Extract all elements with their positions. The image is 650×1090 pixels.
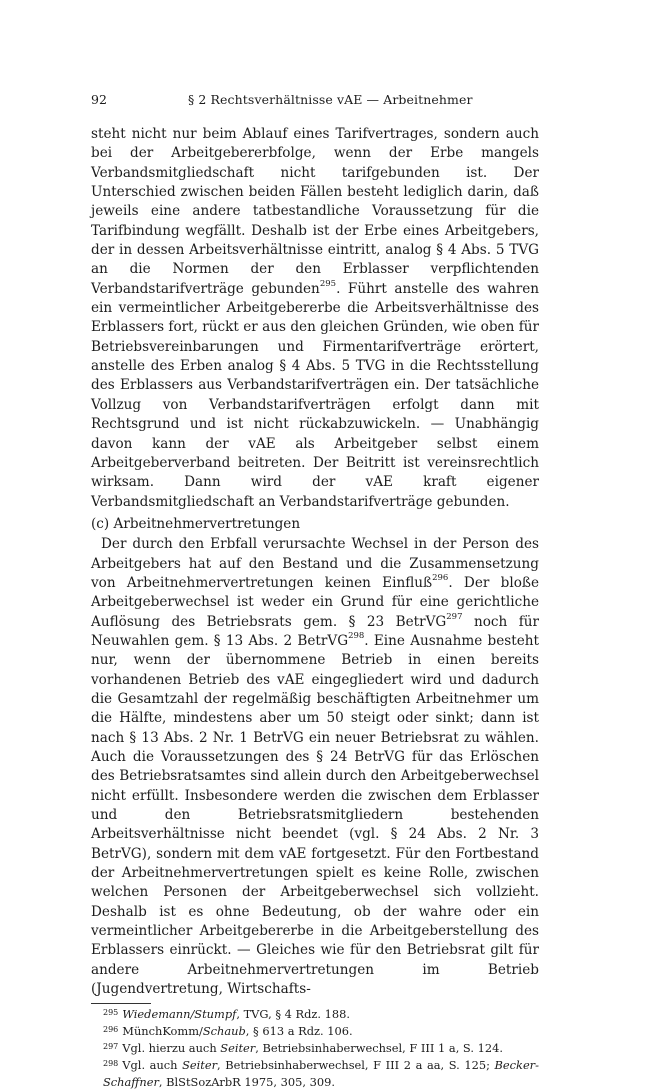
main-text — [91, 125, 539, 999]
footnote-296: $^{296}$ MünchKomm/Schaub, § 613 a Rdz. 106. — [103, 1024, 353, 1039]
page-header — [91, 92, 539, 112]
footnote-297: $^{297}$ Vgl. hierzu auch Seiter, Betriebsinhaberwechsel, F III 1 a, S. 124. — [103, 1041, 503, 1056]
paragraph-2: Der durch den Erbfall verursachte Wechsel in der Person des Arbeitgebers hat auf den Bestand und die Zusammensetzung von Arbeitnehmervertretungen keinen Einfluß$^{296}$. Der bloße Arbeitgeberwechsel ist weder ein Grund für eine gerichtliche Auflösung des Betriebsrats gem. § 23 BetrVG$^{297}$ noch für Neuwahlen gem. § 13 Abs. 2 BetrVG$^{298}$. Eine Ausnahme besteht nur, wenn der übernommene Betrieb in einen bereits vorhandenen Betrieb des vAE eingegliedert wird und dadurch die Gesamtzahl der regelmäßig beschäftigten Arbeitnehmer um die Hälfte, mindestens aber um 50 steigt oder sinkt; dann ist nach § 13 Abs. 2 Nr. 1 BetrVG ein neuer Betriebsrat zu wählen. Auch die Voraussetzungen des § 24 BetrVG für das Erlöschen des Betriebsratsamtes sind allein durch den Arbeitgeberwechsel nicht erfüllt. Insbesondere werden die zwischen dem Erblasser und den Betriebsratsmitgliedern bestehenden Arbeitsverhältnisse nicht beendet (vgl. § 24 Abs. 2 Nr. 3 BetrVG), sondern mit dem vAE fortgesetzt. Für den Fortbestand der Arbeitnehmervertretungen spielt es keine Rolle, zwischen welchen Personen der Arbeitgeberwechsel sich vollzieht. Deshalb ist es ohne Bedeutung, ob der wahre oder ein vermeintlicher Arbeitgebererbe in die Arbeitgeberstellung des Erblassers einrückt. — Gleiches wie für den Betriebsrat gilt für andere Arbeitnehmervertretungen im Betrieb (Jugendvertretung, Wirtschafts- — [91, 536, 540, 998]
footnote-ref-295[interactable]: 295 — [319, 279, 337, 290]
footnote-ref-297[interactable]: 297 — [446, 612, 463, 623]
footnotes — [91, 1007, 539, 1090]
footnote-ref-296[interactable]: 296 — [432, 573, 449, 584]
page-number: 92 — [91, 92, 107, 107]
footnote-ref-298[interactable]: 298 — [348, 631, 365, 642]
running-title: § 2 Rechtsverhältnisse vAE — Arbeitnehmer — [188, 92, 473, 107]
footnote-divider — [91, 1003, 151, 1004]
paragraph-1: steht nicht nur beim Ablauf eines Tarifvertrages, sondern auch bei der Arbeitgebererbfolge, wenn der Erbe mangels Verbandsmitgliedschaft nicht tarifgebunden ist. Der Unterschied zwischen beiden Fällen besteht lediglich darin, daß jeweils eine andere tatbestandliche Voraussetzung für die Tarifbindung wegfällt. Deshalb ist der Erbe eines Arbeitgebers, der in dessen Arbeitsverhältnisse eintritt, analog § 4 Abs. 5 TVG an die Normen der den Erblasser verpflichtenden Verbandstarifverträge gebunden$^{295}$. Führt anstelle des wahren ein vermeintlicher Arbeitgebererbe die Arbeitsverhältnisse des Erblassers fort, rückt er aus den gleichen Gründen, wie oben für Betriebsvereinbarungen und Firmentarifverträge erörtert, anstelle des Erben analog § 4 Abs. 5 TVG in die Rechtsstellung des Erblassers aus Verbandstarifverträgen ein. Der tatsächliche Vollzug von Verbandstarifverträgen erfolgt dann mit Rechtsgrund und ist nicht rückabzuwickeln. — Unabhängig davon kann der vAE als Arbeitgeber selbst einem Arbeitgeberverband beitreten. Der Beitritt ist vereinsrechtlich wirksam. Dann wird der vAE kraft eigener Verbandsmitgliedschaft an Verbandstarifverträge gebunden. — [91, 126, 539, 510]
footnote-298: $^{298}$ Vgl. auch Seiter, Betriebsinhaberwechsel, F III 2 a aa, S. 125; Becker-Schaffner, BlStSozArbR 1975, 305, 309. — [103, 1057, 539, 1089]
book-page — [91, 92, 539, 1090]
section-heading: (c) Arbeitnehmervertretungen — [91, 515, 301, 532]
footnote-295: $^{295}$ Wiedemann/Stumpf, TVG, § 4 Rdz. 188. — [103, 1007, 350, 1022]
